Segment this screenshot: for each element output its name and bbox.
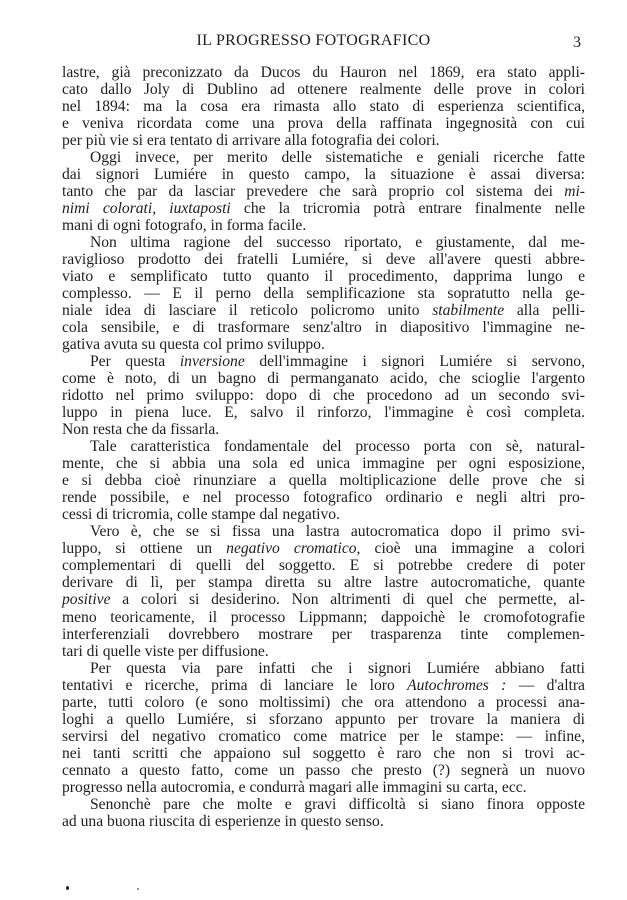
text-line xyxy=(62,813,585,830)
text-run: luppo, si ottiene un xyxy=(62,540,227,558)
text-run: servirsi del negativo cromatico come matrice per le stampe: — infine, xyxy=(62,727,585,745)
text-run: per più vie si era tentato di arrivare alla fotografia dei colori. xyxy=(62,132,440,150)
text-line xyxy=(62,81,585,98)
text-line xyxy=(62,183,585,200)
text-line xyxy=(62,387,585,404)
paragraph xyxy=(62,353,585,438)
text-line xyxy=(62,251,585,268)
text-run: Per questa xyxy=(90,353,180,371)
text-run: ridotto nel primo sviluppo: dopo di che procedono ad un secondo svi- xyxy=(62,387,585,405)
text-line xyxy=(62,472,585,489)
italic-text-run: Autochromes : xyxy=(407,676,507,694)
page-number: 3 xyxy=(573,34,581,51)
text-line xyxy=(62,353,585,370)
scan-speck xyxy=(137,888,139,890)
text-run: derivare di lì, per stampa diretta su altre lastre autocromatiche, quante xyxy=(62,574,585,592)
text-run: luppo in piena luce. E, salvo il rinforzo, l'immagine è così completa. xyxy=(62,404,585,422)
italic-text-run: positive xyxy=(62,591,111,609)
text-line xyxy=(62,421,585,438)
text-run: cato dallo Joly di Dublino ad ottenere realmente delle prove in colori xyxy=(62,81,585,99)
text-run: cola sensibile, e di trasformare senz'altro in diapositivo l'immagine ne- xyxy=(62,319,585,337)
paragraph xyxy=(62,523,585,659)
scan-speck xyxy=(66,886,69,890)
text-run: mani di ogni fotografo, in forma facile. xyxy=(62,217,307,235)
text-run: loghi a quello Lumiére, si sforzano appunto per trovare la maniera di xyxy=(62,710,585,728)
text-line xyxy=(62,302,585,319)
text-run: cennato a questo fatto, come un passo che presto (?) segnerà un nuovo xyxy=(62,761,585,779)
text-run: parte, tutti coloro (e sono moltissimi) che ora attendono a processi ana- xyxy=(62,693,585,711)
text-run: tari di quelle viste per diffusione. xyxy=(62,642,269,660)
text-run: — d'altra xyxy=(506,676,585,694)
text-line xyxy=(62,779,585,796)
italic-text-run: mi- xyxy=(564,183,585,201)
text-line xyxy=(62,591,585,608)
text-line xyxy=(62,166,585,183)
running-title: IL PROGRESSO FOTOGRAFICO xyxy=(196,32,431,49)
text-run: progresso nella autocromia, e condurrà magari alle immagini su carta, ecc. xyxy=(62,778,527,796)
paragraph xyxy=(62,234,585,353)
text-line xyxy=(62,455,585,472)
text-line xyxy=(62,285,585,302)
text-run: cioè una immagine a colori xyxy=(360,540,585,558)
text-run: mente, che si abbia una sola ed unica immagine per ogni esposizione, xyxy=(62,455,585,473)
text-run: cessi di tricromia, colle stampe dal negativo. xyxy=(62,506,340,524)
paragraph xyxy=(62,796,585,830)
italic-text-run: nimi colorati, iuxtaposti xyxy=(62,200,231,218)
italic-text-run: negativo cromatico, xyxy=(226,540,361,558)
text-run: complesso. — E il perno della semplificazione sta sopratutto nella ge- xyxy=(62,285,585,303)
text-run: alla pelli- xyxy=(504,302,585,320)
text-line xyxy=(62,694,585,711)
page-header xyxy=(0,32,627,52)
text-line xyxy=(62,540,585,557)
text-run: dell'immagine i signori Lumiére si servono, xyxy=(244,353,585,371)
text-line xyxy=(62,489,585,506)
italic-text-run: inversione xyxy=(179,353,245,371)
text-line xyxy=(62,336,585,353)
text-run: a colori si desiderino. Non altrimenti di quel che permette, al- xyxy=(110,591,585,609)
text-line xyxy=(62,370,585,387)
text-run: dai signori Lumiére in questo campo, la situazione è assai diversa: xyxy=(62,166,585,184)
text-run: lastre, già preconizzato da Ducos du Hauron nel 1869, era stato appli- xyxy=(62,64,585,81)
text-run: Senonchè pare che molte e gravi difficoltà si siano finora opposte xyxy=(90,795,585,813)
article-body xyxy=(62,64,585,830)
text-line xyxy=(62,132,585,149)
text-run: ad una buona riuscita di esperienze in questo senso. xyxy=(62,812,384,830)
paragraph xyxy=(62,660,585,796)
paragraph xyxy=(62,149,585,234)
text-run: gativa avuta su questa col primo sviluppo. xyxy=(62,336,325,354)
text-run: Vero è, che se si fissa una lastra autocromatica dopo il primo svi- xyxy=(90,523,585,541)
text-line xyxy=(62,677,585,694)
text-line xyxy=(62,728,585,745)
text-line xyxy=(62,115,585,132)
text-line xyxy=(62,796,585,813)
text-run: complementari di quelli del soggetto. E si potrebbe credere di poter xyxy=(62,557,585,575)
text-line xyxy=(62,319,585,336)
text-run: Oggi invece, per merito delle sistematiche e geniali ricerche fatte xyxy=(90,149,585,167)
text-line xyxy=(62,217,585,234)
text-line xyxy=(62,609,585,626)
text-line xyxy=(62,438,585,455)
text-line xyxy=(62,574,585,591)
text-line xyxy=(62,523,585,540)
text-run: nel 1894: ma la cosa era rimasta allo stato di esperienza scientifica, xyxy=(62,98,585,116)
italic-text-run: stabilmente xyxy=(432,302,505,320)
text-line xyxy=(62,711,585,728)
text-run: niale idea di lasciare il reticolo policromo unito xyxy=(62,302,433,320)
text-run: Tale caratteristica fondamentale del processo porta con sè, natural- xyxy=(90,438,585,456)
text-line xyxy=(62,557,585,574)
text-run: viato e semplificato tutto quanto il procedimento, dapprima lungo e xyxy=(62,268,585,286)
text-line xyxy=(62,149,585,166)
text-run: interferenziali dovrebbero mostrare per trasparenza tinte complemen- xyxy=(62,625,585,643)
text-run: tanto che par da lasciar prevedere che sarà proprio col sistema dei xyxy=(62,183,565,201)
paragraph xyxy=(62,438,585,523)
text-line xyxy=(62,64,585,81)
text-line xyxy=(62,268,585,285)
text-run: raviglioso prodotto dei fratelli Lumiére, si deve all'avere questi abbre- xyxy=(62,251,585,269)
text-run: che la tricromia potrà entrare finalmente nelle xyxy=(230,200,585,218)
text-run: Non resta che da fissarla. xyxy=(62,421,220,439)
text-line xyxy=(62,98,585,115)
text-line xyxy=(62,762,585,779)
text-line xyxy=(62,506,585,523)
text-line xyxy=(62,234,585,251)
text-run: tentativi e ricerche, prima di lanciare le loro xyxy=(62,676,408,694)
text-run: Non ultima ragione del successo riportato, e giustamente, dal me- xyxy=(90,234,585,252)
text-line xyxy=(62,200,585,217)
text-run: e veniva ricordata come una prova della raffinata ingegnosità con cui xyxy=(62,115,585,133)
text-line xyxy=(62,660,585,677)
text-run: nei tanti scritti che appaiono sul soggetto è raro che non si trovi ac- xyxy=(62,744,585,762)
text-run: Per questa via pare infatti che i signori Lumiére abbiano fatti xyxy=(90,659,585,677)
text-run: rende possibile, e nel processo fotografico ordinario e negli altri pro- xyxy=(62,489,585,507)
text-run: e si debba cioè rinunziare a quella moltiplicazione delle prove che si xyxy=(62,472,585,490)
text-run: come è noto, di un bagno di permanganato acido, che scioglie l'argento xyxy=(62,370,585,388)
text-run: meno teoricamente, il processo Lippmann; dappoichè le cromofotografie xyxy=(62,608,585,626)
text-line xyxy=(62,404,585,421)
paragraph xyxy=(62,64,585,149)
text-line xyxy=(62,643,585,660)
text-line xyxy=(62,745,585,762)
text-line xyxy=(62,626,585,643)
